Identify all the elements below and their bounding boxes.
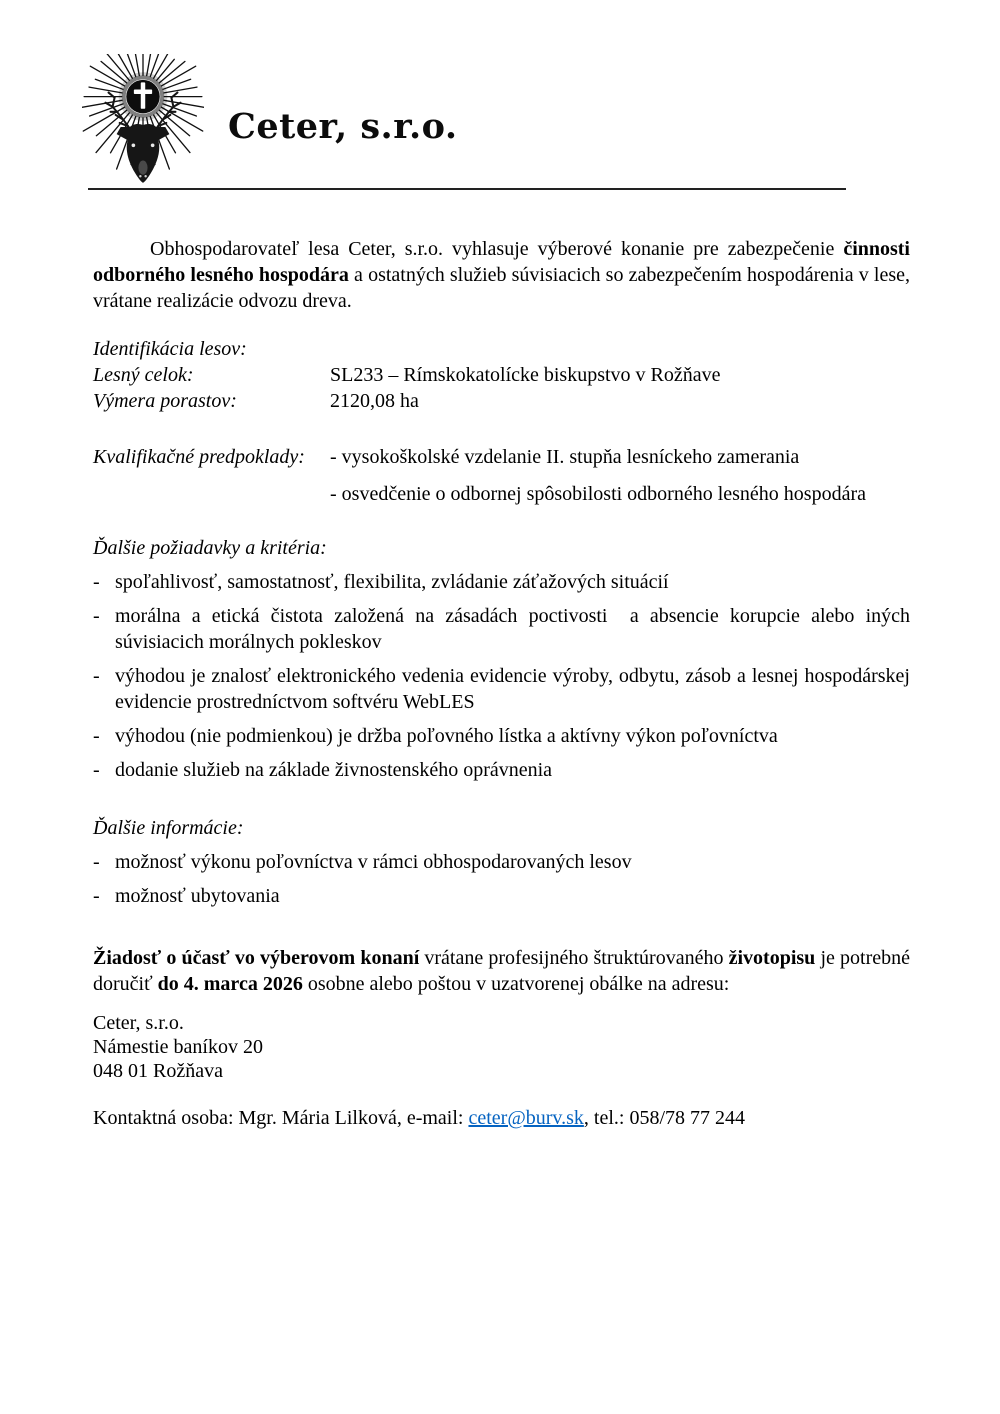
bullet-marker: - (93, 759, 100, 781)
address-line-street: Námestie baníkov 20 (93, 1036, 263, 1058)
requirements-section (93, 535, 915, 783)
application-bold-cv: životopisu (728, 947, 816, 969)
list-item (93, 849, 910, 875)
identification-section (93, 336, 910, 414)
identification-row-lesny-celok (93, 362, 910, 388)
contact-paragraph (93, 1105, 910, 1131)
application-run-1: vrátane profesijného štruktúrovaného (419, 947, 729, 969)
letterhead (0, 0, 1000, 192)
postal-address (93, 1011, 910, 1083)
requirement-text: morálna a etická čistota založená na zásadách poctivosti a absencie korupcie alebo iných súvisiacich morálnych pokleskov (115, 605, 915, 653)
application-bold-title: Žiadosť o účasť vo výberovom konaní (93, 947, 420, 969)
qualifications-label: Kvalifikačné predpoklady: (93, 446, 305, 468)
list-item (93, 757, 910, 783)
address-line-city: 048 01 Rožňava (93, 1060, 223, 1082)
identification-value: 2120,08 ha (330, 390, 419, 412)
application-run-2: je potrebné doručiť (93, 947, 911, 995)
qualifications-section (93, 444, 910, 507)
qualification-item: - osvedčenie o odbornej spôsobilosti odborného lesného hospodára (330, 483, 867, 505)
identification-value: SL233 – Rímskokatolícke biskupstvo v Rožňave (330, 364, 721, 386)
bullet-marker: - (93, 851, 100, 873)
application-bold-deadline: do 4. marca 2026 (157, 973, 303, 995)
stag-cross-sunburst-logo-icon (82, 54, 204, 196)
list-item (93, 603, 915, 655)
intro-bold-role: činnosti odborného lesného hospodára (93, 238, 910, 286)
identification-label: Výmera porastov: (93, 390, 237, 412)
info-text: možnosť výkonu poľovníctva v rámci obhospodarovaných lesov (115, 851, 632, 873)
additional-info-section (93, 815, 910, 909)
list-item (93, 883, 910, 909)
company-title: Ceter, s.r.o. (228, 106, 458, 147)
intro-paragraph (93, 236, 910, 314)
email-link[interactable]: ceter@burv.sk (468, 1107, 584, 1129)
bullet-marker: - (93, 605, 100, 627)
list-item (93, 723, 910, 749)
address-line-company: Ceter, s.r.o. (93, 1012, 184, 1034)
application-paragraph (93, 945, 910, 997)
bullet-marker: - (93, 885, 100, 907)
contact-run-2: , tel.: 058/78 77 244 (583, 1107, 745, 1129)
list-item (93, 663, 915, 715)
contact-run-1: Kontaktná osoba: Mgr. Mária Lilková, e-mail: (93, 1107, 469, 1129)
info-text: možnosť ubytovania (115, 885, 280, 907)
document-body (0, 236, 1000, 1131)
bullet-marker: - (93, 665, 100, 687)
identification-heading: Identifikácia lesov: (93, 338, 247, 360)
application-run-3: osobne alebo poštou v uzatvorenej obálke na adresu: (302, 973, 730, 995)
qualifications-row-2 (93, 481, 910, 507)
list-item (93, 569, 910, 595)
intro-run-2: a ostatných služieb súvisiacich so zabezpečením hospodárenia v lese, vrátane realizácie odvozu dreva. (93, 264, 910, 312)
requirement-text: výhodou je znalosť elektronického vedenia evidencie výroby, odbytu, zásob a lesnej hospodárskej evidencie prostredníctvom softvéru WebLES (115, 665, 915, 713)
letterhead-divider (88, 188, 846, 190)
requirement-text: spoľahlivosť, samostatnosť, flexibilita, zvládanie záťažových situácií (115, 571, 669, 593)
requirement-text: výhodou (nie podmienkou) je držba poľovného lístka a aktívny výkon poľovníctva (115, 725, 778, 747)
qualification-item: - vysokoškolské vzdelanie II. stupňa lesníckeho zamerania (330, 446, 800, 468)
requirement-text: dodanie služieb na základe živnostenského oprávnenia (115, 759, 553, 781)
identification-row-vymera (93, 388, 910, 414)
intro-run-1: Obhospodarovateľ lesa Ceter, s.r.o. vyhlasuje výberové konanie pre zabezpečenie (150, 238, 844, 260)
bullet-marker: - (93, 725, 100, 747)
identification-label: Lesný celok: (93, 364, 194, 386)
qualifications-label-spacer (93, 481, 330, 507)
bullet-marker: - (93, 571, 100, 593)
qualifications-row-1 (93, 444, 910, 470)
additional-info-heading: Ďalšie informácie: (93, 817, 244, 839)
requirements-heading: Ďalšie požiadavky a kritéria: (93, 537, 327, 559)
